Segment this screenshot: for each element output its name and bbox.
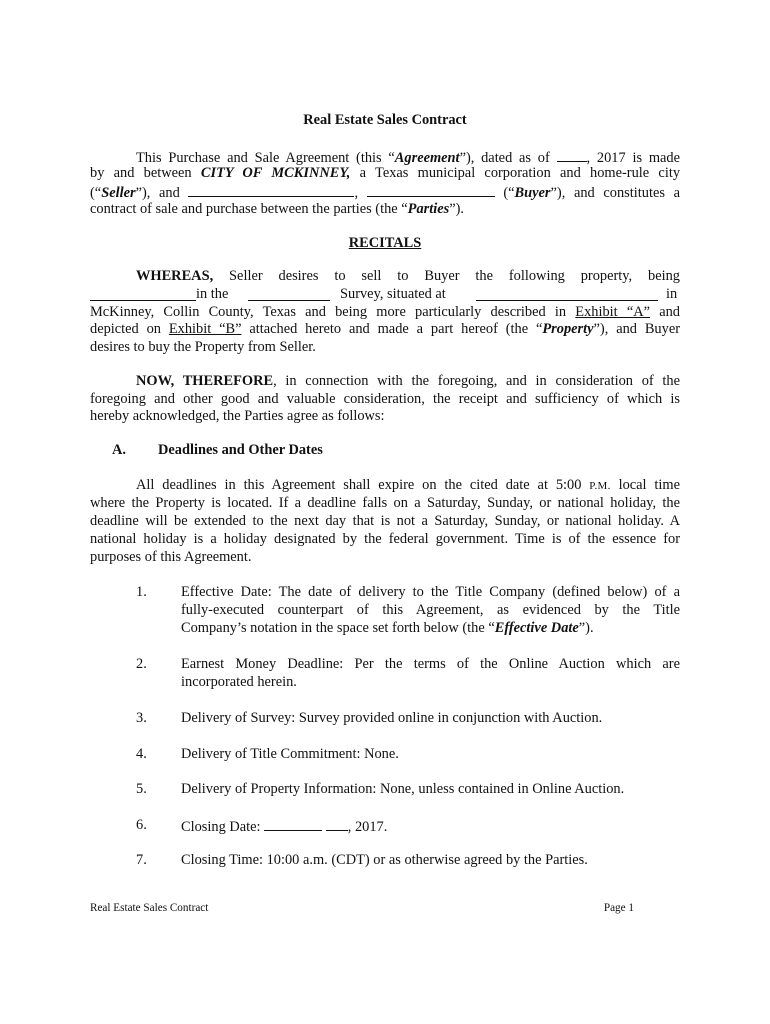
item-6-number: 6. (136, 817, 147, 833)
parties-term: Parties (407, 201, 450, 217)
intro-line-1: This Purchase and Sale Agreement (this “Agreement”), dated as of , 2017 is made (136, 150, 680, 166)
intro-line-3: (“Seller”), and , (“Buyer”), and constitutes a (90, 185, 680, 201)
item-1-line-2: fully-executed counterpart of this Agreement, as evidenced by the Title (181, 602, 680, 618)
page-title: Real Estate Sales Contract (303, 112, 467, 128)
page-number: Page 1 (603, 902, 634, 914)
item-1-line-1: Effective Date: The date of delivery to the Title Company (defined below) of a (181, 584, 680, 600)
now-therefore-line-2: foregoing and other good and valuable consideration, the receipt and sufficiency of which is (90, 391, 680, 407)
intro-line-2: by and between CITY OF MCKINNEY, a Texas municipal corporation and home-rule city (90, 165, 681, 181)
deadlines-line-1: All deadlines in this Agreement shall expire on the cited date at 5:00 P.M. local time (136, 477, 680, 493)
recitals-heading: RECITALS (348, 235, 422, 251)
property-blank (90, 287, 196, 301)
agreement-term: Agreement (394, 150, 460, 166)
exhibit-b-reference: Exhibit “B” (168, 321, 242, 337)
item-6-text: Closing Date: , 2017. (181, 819, 388, 835)
effective-date-term: Effective Date (494, 620, 579, 636)
footer-title: Real Estate Sales Contract (90, 902, 209, 914)
item-2-line-1: Earnest Money Deadline: Per the terms of the Online Auction which are (181, 656, 680, 672)
location-blank (476, 287, 658, 301)
buyer-term: Buyer (514, 185, 551, 201)
deadlines-line-3: deadline will be extended to the next day that is not a Saturday, Sunday, or national holiday. A (90, 513, 680, 529)
now-therefore-line-3: hereby acknowledged, the Parties agree as follows: (90, 408, 385, 424)
item-1-number: 1. (136, 584, 147, 600)
item-3-number: 3. (136, 710, 147, 726)
item-4-text: Delivery of Title Commitment: None. (181, 746, 399, 762)
section-a-letter: A. (112, 442, 126, 458)
item-7-text: Closing Time: 10:00 a.m. (CDT) or as otherwise agreed by the Parties. (181, 852, 588, 868)
city-name: CITY OF MCKINNEY, (200, 165, 351, 181)
date-blank (557, 148, 587, 162)
item-2-number: 2. (136, 656, 147, 672)
whereas-line-3: McKinney, Collin County, Texas and being more particularly described in Exhibit “A” and (90, 304, 681, 320)
item-5-text: Delivery of Property Information: None, unless contained in Online Auction. (181, 781, 625, 797)
closing-month-blank (264, 817, 322, 831)
item-7-number: 7. (136, 852, 147, 868)
item-2-line-2: incorporated herein. (181, 674, 297, 690)
item-4-number: 4. (136, 746, 147, 762)
item-1-line-3: Company’s notation in the space set forth below (the “Effective Date”). (181, 620, 594, 636)
now-therefore-lead: NOW, THEREFORE (136, 373, 274, 389)
item-5-number: 5. (136, 781, 147, 797)
seller-term: Seller (101, 185, 136, 201)
buyer-name-blank (367, 183, 495, 197)
survey-name-blank (248, 287, 330, 301)
property-term: Property (542, 321, 594, 337)
whereas-line-1: WHEREAS, Seller desires to sell to Buyer the following property, being (136, 268, 680, 284)
section-a-heading: Deadlines and Other Dates (158, 442, 323, 458)
exhibit-a-reference: Exhibit “A” (575, 304, 651, 320)
whereas-lead: WHEREAS, (136, 268, 214, 284)
now-therefore-line-1: NOW, THEREFORE, in connection with the foregoing, and in consideration of the (136, 373, 680, 389)
document-page: Real Estate Sales Contract This Purchase and Sale Agreement (this “Agreement”), dated as of , 2017 is made by and between CITY OF MCKINNEY, a Texas municipal corporation and home-rule city (“Seller”), and , (“Buyer”), and constitutes a contract of sale and purchase between the parties (the “Parties”). RECITALS WHEREAS, Seller desires to sell to Buyer the following property, being in the Survey, situated at in McKinney, Collin County, Texas and being more particularly described in Exhibit “A” and depicted on Exhibit “B” attached hereto and made a part hereof (the “Property”), and Buyer desires to buy the Property from Seller. NOW, THEREFORE, in connection with the foregoing, and in consideration of the foregoing and other good and valuable consideration, the receipt and sufficiency of which is hereby acknowledged, the Parties agree as follows: A. Deadlines and Other Dates All deadlines in this Agreement shall expire on the cited date at 5:00 P.M. local time where the Property is located. If a deadline falls on a Saturday, Sunday, or national holiday, the deadline will be extended to the next day that is not a Saturday, Sunday, or national holiday. A national holiday is a holiday designated by the federal government. Time is of the essence for purposes of this Agreement. 1. Effective Date: The date of delivery to the Title Company (defined below) of a fully-executed counterpart of this Agreement, as evidenced by the Title Company’s notation in the space set forth below (the “Effective Date”). 2. Earnest Money Deadline: Per the terms of the Online Auction which are incorporated herein. 3. Delivery of Survey: Survey provided online in conjunction with Auction. 4. Delivery of Title Commitment: None. 5. Delivery of Property Information: None, unless contained in Online Auction. 6. Closing Date: , 2017. 7. Closing Time: 10:00 a.m. (CDT) or as otherwise agreed by the Parties. Real Estate Sales Contract Page 1 (0, 0, 770, 1024)
intro-line-4: contract of sale and purchase between the parties (the “Parties”). (90, 201, 465, 217)
whereas-line-4: depicted on Exhibit “B” attached hereto and made a part hereof (the “Property”), and Buyer (90, 321, 681, 337)
pm-label: P.M. (589, 480, 611, 492)
item-3-text: Delivery of Survey: Survey provided online in conjunction with Auction. (181, 710, 603, 726)
deadlines-line-4: national holiday is a holiday designated by the federal government. Time is of the essence for (90, 531, 680, 547)
whereas-line-5: desires to buy the Property from Seller. (90, 339, 316, 355)
party-name-blank (188, 183, 354, 197)
deadlines-line-5: purposes of this Agreement. (90, 549, 252, 565)
closing-day-blank (326, 817, 348, 831)
deadlines-line-2: where the Property is located. If a deadline falls on a Saturday, Sunday, or national holiday, the (90, 495, 680, 511)
